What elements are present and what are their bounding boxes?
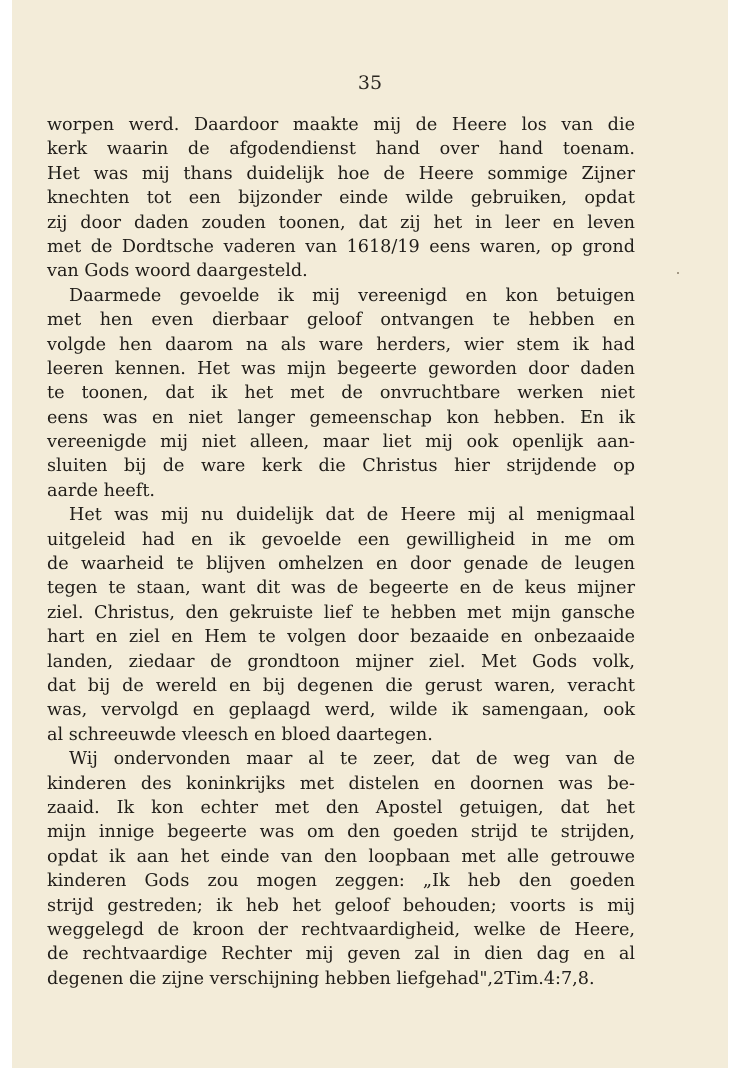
paper-speck bbox=[677, 272, 679, 274]
text-line: de rechtvaardige Rechter mij geven zal in dien dag en al bbox=[47, 944, 635, 965]
text-line: Het was mij nu duidelijk dat de Heere mij al menigmaal bbox=[69, 505, 635, 526]
paragraph bbox=[47, 284, 635, 504]
text-line: met hen even dierbaar geloof ontvangen te hebben en bbox=[47, 310, 635, 331]
page-number: 35 bbox=[357, 72, 383, 94]
text-line: leeren kennen. Het was mijn begeerte geworden door daden bbox=[47, 358, 635, 379]
text-line: met de Dordtsche vaderen van 1618/19 eens waren, op grond bbox=[47, 236, 635, 257]
text-line: ziel. Christus, den gekruiste lief te hebben met mijn gansche bbox=[47, 602, 635, 623]
text-line: knechten tot een bijzonder einde wilde gebruiken, opdat bbox=[47, 188, 635, 209]
paragraph bbox=[47, 747, 635, 991]
text-line: Het was mij thans duidelijk hoe de Heere sommige Zijner bbox=[47, 163, 635, 184]
text-line: worpen werd. Daardoor maakte mij de Heere los van die bbox=[47, 115, 635, 135]
text-line: uitgeleid had en ik gevoelde een gewilligheid in me om bbox=[47, 529, 635, 550]
text-line: van Gods woord daargesteld. bbox=[47, 261, 308, 282]
text-line: sluiten bij de ware kerk die Christus hier strijdende op bbox=[47, 456, 635, 477]
text-line: zij door daden zouden toonen, dat zij het in leer en leven bbox=[47, 212, 635, 233]
text-line: eens was en niet langer gemeenschap kon hebben. En ik bbox=[47, 407, 635, 428]
text-line: was, vervolgd en geplaagd werd, wilde ik samengaan, ook bbox=[47, 700, 635, 721]
paragraph bbox=[47, 113, 635, 284]
text-line: vereenigde mij niet alleen, maar liet mij ook openlijk aan- bbox=[47, 432, 635, 453]
text-line: zaaid. Ik kon echter met den Apostel getuigen, dat het bbox=[47, 797, 635, 818]
text-line: mijn innige begeerte was om den goeden strijd te strijden, bbox=[47, 822, 635, 843]
text-line: dat bij de wereld en bij degenen die gerust waren, veracht bbox=[47, 675, 635, 696]
text-line: landen, ziedaar de grondtoon mijner ziel. Met Gods volk, bbox=[47, 651, 635, 672]
text-line: de waarheid te blijven omhelzen en door genade de leugen bbox=[47, 554, 635, 575]
text-line: hart en ziel en Hem te volgen door bezaaide en onbezaaide bbox=[47, 627, 635, 648]
text-line: kinderen des koninkrijks met distelen en doornen was be- bbox=[47, 773, 635, 794]
text-line: te toonen, dat ik het met de onvruchtbare werken niet bbox=[47, 383, 635, 404]
text-line: strijd gestreden; ik heb het geloof behouden; voorts is mij bbox=[47, 895, 635, 916]
paragraph bbox=[47, 503, 635, 747]
text-line: volgde hen daarom na als ware herders, wier stem ik had bbox=[47, 334, 635, 355]
text-line: aarde heeft. bbox=[47, 480, 155, 501]
text-line: Wij ondervonden maar al te zeer, dat de weg van de bbox=[69, 749, 635, 770]
body-text bbox=[47, 113, 635, 991]
book-page bbox=[12, 0, 728, 1068]
text-line: Daarmede gevoelde ik mij vereenigd en kon betuigen bbox=[69, 285, 635, 306]
text-line: opdat ik aan het einde van den loopbaan met alle getrouwe bbox=[47, 846, 635, 867]
text-line: kerk waarin de afgodendienst hand over hand toenam. bbox=[47, 139, 635, 160]
text-line: degenen die zijne verschijning hebben liefgehad",2Tim.4:7,8. bbox=[47, 968, 595, 989]
text-line: tegen te staan, want dit was de begeerte en de keus mijner bbox=[47, 578, 635, 599]
text-line: kinderen Gods zou mogen zeggen: „Ik heb den goeden bbox=[47, 871, 635, 892]
text-line: weggelegd de kroon der rechtvaardigheid, welke de Heere, bbox=[47, 919, 635, 940]
text-line: al schreeuwde vleesch en bloed daartegen. bbox=[47, 724, 433, 745]
